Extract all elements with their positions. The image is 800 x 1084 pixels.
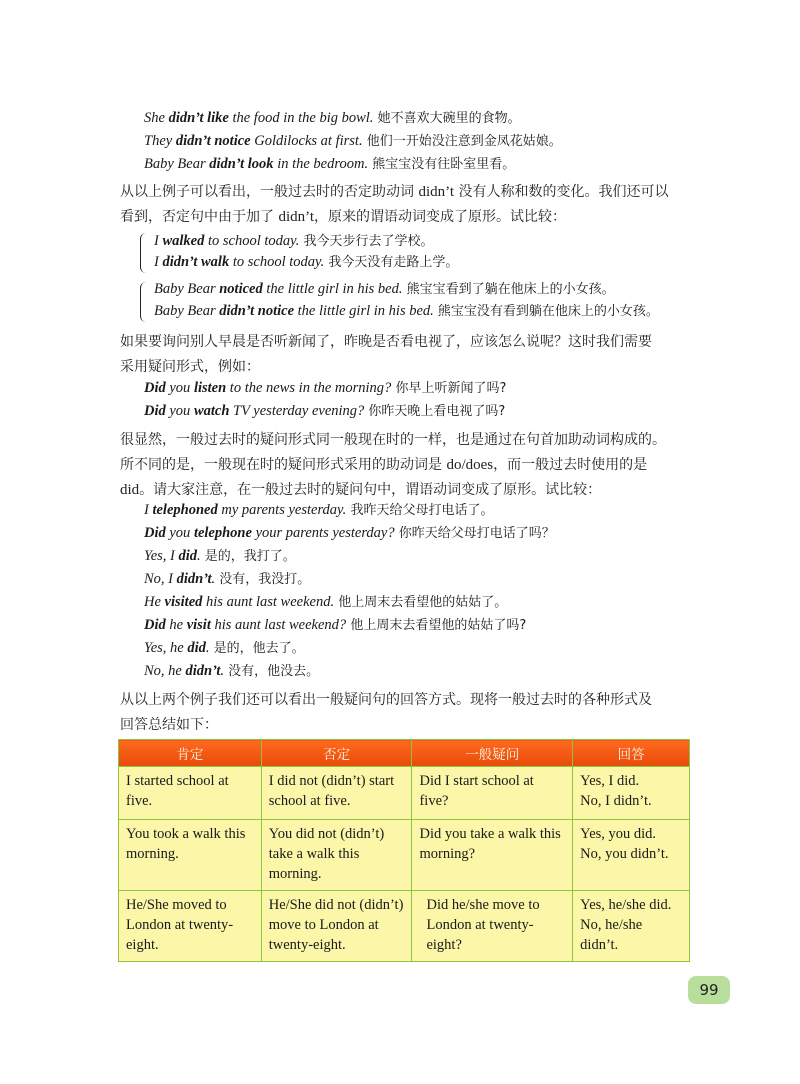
text: I: [154, 233, 163, 249]
text: 看到，否定句中由于加了: [120, 209, 279, 225]
bold-text: telephoned: [152, 502, 218, 518]
table-cell: Yes, I did. No, I didn’t.: [573, 767, 690, 820]
translation: 你早上听新闻了吗?: [391, 381, 507, 396]
translation: 熊宝宝看到了躺在他床上的小女孩。: [402, 282, 615, 297]
paragraph-line: 如果要询问别人早晨是否听新闻了，昨晚是否看电视了，应该怎么说呢？这时我们需要: [120, 334, 652, 350]
example-translation: 他们一开始没注意到金凤花姑娘。: [362, 134, 562, 149]
paragraph-line: 采用疑问形式，例如：: [120, 359, 260, 375]
table-cell: I started school at five.: [119, 767, 262, 820]
translation: 没有，我没打。: [215, 572, 311, 587]
example-question-1: [144, 378, 506, 399]
table-cell: Yes, you did. No, you didn’t.: [573, 820, 690, 891]
text: the little girl in his bed.: [294, 303, 434, 319]
example-dialog-6: [144, 615, 526, 636]
bold-text: didn’t walk: [162, 254, 230, 270]
text: to the news in the morning?: [226, 380, 392, 396]
bold-text: didn’t notice: [219, 303, 295, 319]
bold-text: Did: [144, 380, 166, 396]
translation: 你昨天给父母打电话了吗？: [394, 526, 555, 541]
translation: 是的，他去了。: [209, 641, 305, 656]
text: you: [165, 380, 194, 396]
text: Baby Bear: [154, 281, 220, 297]
example-dialog-4: [144, 569, 310, 590]
header-answer: 回答: [573, 740, 690, 767]
example-dialog-1: [144, 500, 493, 521]
comparison-brace: [140, 233, 149, 273]
text: 从以上例子可以看出，一般过去时的否定助动词: [120, 184, 419, 200]
text: No, I: [144, 571, 177, 587]
table-row: [119, 820, 690, 891]
text: No, he: [144, 663, 186, 679]
text: TV yesterday evening?: [229, 403, 365, 419]
example-text: Goldilocks at first.: [250, 133, 363, 149]
text: .: [205, 640, 210, 656]
translation: 他上周末去看望他的姑姑了吗?: [346, 618, 527, 633]
translation: 你昨天晚上看电视了吗?: [364, 404, 506, 419]
header-negative: 否定: [261, 740, 412, 767]
translation: 是的，我打了。: [200, 549, 296, 564]
text: Yes, he: [144, 640, 188, 656]
bold-text: Did: [144, 617, 166, 633]
paragraph-question-intro: [120, 330, 695, 380]
table-cell: You did not (didn’t) take a walk this morning.: [261, 820, 412, 891]
comparison-2b: [154, 300, 659, 323]
bold-text: Did: [144, 525, 166, 541]
comparison-2a: [154, 278, 615, 301]
text: the little girl in his bed.: [262, 281, 403, 297]
table-header-row: [119, 740, 690, 767]
example-question-2: [144, 401, 505, 422]
header-affirmative: 肯定: [119, 740, 262, 767]
text: my parents yesterday.: [217, 502, 347, 518]
text: didn’t: [418, 184, 455, 200]
translation: 我昨天给父母打电话了。: [346, 503, 494, 518]
text: do/does: [446, 457, 494, 473]
comparison-brace: [140, 282, 149, 322]
comparison-1b: [154, 251, 458, 274]
example-negative-1: [144, 108, 521, 129]
example-text: She: [144, 110, 169, 126]
paragraph-line: 回答总结如下：: [120, 717, 218, 733]
bold-text: telephone: [193, 525, 252, 541]
example-translation: 她不喜欢大碗里的食物。: [373, 111, 521, 126]
text: Baby Bear: [154, 303, 220, 319]
text: didn’t: [278, 209, 315, 225]
text: his aunt last weekend.: [202, 594, 335, 610]
text: his aunt last weekend?: [210, 617, 347, 633]
paragraph-negative-explanation: [120, 180, 695, 230]
table-cell: He/She moved to London at twenty-eight.: [119, 891, 262, 962]
text: .: [220, 663, 225, 679]
bold-text: visited: [164, 594, 203, 610]
text: ，原来的谓语动词变成了原形。试比较：: [314, 209, 567, 225]
text: to school today.: [204, 233, 300, 249]
text: Yes, I: [144, 548, 179, 564]
example-translation: 熊宝宝没有往卧室里看。: [368, 157, 516, 172]
table-cell: He/She did not (didn’t) move to London at twenty-eight.: [261, 891, 412, 962]
table-row: [119, 767, 690, 820]
text: He: [144, 594, 165, 610]
text: 没有人称和数的变化。我们还可以: [454, 184, 669, 200]
text: to school today.: [229, 254, 325, 270]
example-text: in the bedroom.: [273, 156, 369, 172]
example-dialog-5: [144, 592, 507, 613]
text: 所不同的是，一般现在时的疑问形式采用的助动词是: [120, 457, 447, 473]
header-question: 一般疑问: [412, 740, 573, 767]
bold-text: Did: [144, 403, 166, 419]
example-bold: didn’t look: [209, 156, 274, 172]
example-bold: didn’t like: [168, 110, 229, 126]
translation: 我今天没有走路上学。: [324, 255, 459, 270]
text: .: [197, 548, 201, 564]
translation: 没有，他没去。: [224, 664, 320, 679]
paragraph-line: 很显然，一般过去时的疑问形式同一般现在时的一样，也是通过在句首加助动词构成的。: [120, 432, 666, 448]
text: I: [144, 502, 153, 518]
paragraph-question-explanation: [120, 428, 695, 503]
table-cell: Did I start school at five?: [412, 767, 573, 820]
table-cell: I did not (didn’t) start school at five.: [261, 767, 412, 820]
bold-text: watch: [193, 403, 230, 419]
bold-text: noticed: [219, 281, 263, 297]
paragraph-line: [120, 205, 695, 230]
paragraph-line: [120, 180, 695, 205]
text: your parents yesterday?: [251, 525, 395, 541]
paragraph-line: 从以上两个例子我们还可以看出一般疑问句的回答方式。现将一般过去时的各种形式及: [120, 692, 652, 708]
translation: 我今天步行去了学校。: [299, 234, 434, 249]
example-bold: didn’t notice: [175, 133, 251, 149]
bold-text: didn’t: [185, 663, 221, 679]
text: you: [165, 525, 194, 541]
text: did: [120, 482, 140, 498]
example-negative-2: [144, 131, 562, 152]
table-cell: Did you take a walk this morning?: [412, 820, 573, 891]
bold-text: visit: [186, 617, 211, 633]
text: you: [165, 403, 194, 419]
bold-text: listen: [193, 380, 227, 396]
text: I: [154, 254, 163, 270]
paragraph-line: [120, 453, 695, 478]
example-dialog-2: [144, 523, 555, 544]
text: 。请大家注意，在一般过去时的疑问句中，谓语动词变成了原形。试比较：: [139, 482, 602, 498]
example-dialog-8: [144, 661, 319, 682]
bold-text: didn’t: [176, 571, 212, 587]
text: ，而一般过去时使用的是: [493, 457, 648, 473]
example-dialog-3: [144, 546, 296, 567]
text: .: [211, 571, 216, 587]
bold-text: did: [187, 640, 206, 656]
example-negative-3: [144, 154, 515, 175]
paragraph-summary-intro: [120, 688, 695, 738]
bold-text: walked: [162, 233, 205, 249]
example-text: the food in the big bowl.: [228, 110, 374, 126]
table-cell: Yes, he/she did. No, he/she didn’t.: [573, 891, 690, 962]
example-text: They: [144, 133, 176, 149]
table-cell: Did he/she move to London at twenty-eight?: [412, 891, 573, 962]
table-row: [119, 891, 690, 962]
example-dialog-7: [144, 638, 305, 659]
table-cell: You took a walk this morning.: [119, 820, 262, 891]
translation: 熊宝宝没有看到躺在他床上的小女孩。: [433, 304, 659, 319]
page-number: 99: [688, 976, 730, 1004]
translation: 他上周末去看望他的姑姑了。: [334, 595, 508, 610]
comparison-1a: [154, 230, 434, 253]
text: he: [165, 617, 187, 633]
summary-table: [118, 739, 690, 962]
example-text: Baby Bear: [144, 156, 210, 172]
bold-text: did: [178, 548, 198, 564]
